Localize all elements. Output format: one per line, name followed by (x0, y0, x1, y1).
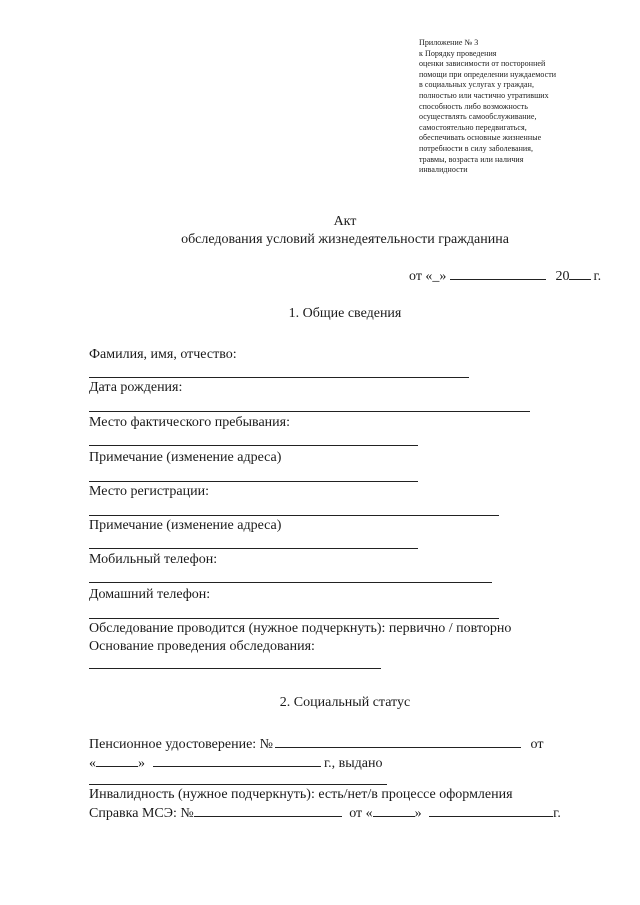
field-note-address-2-label: Примечание (изменение адреса) (89, 518, 282, 533)
document-title: Акт (333, 214, 357, 229)
appendix-line: инвалидности (419, 165, 468, 175)
field-registration-label: Место регистрации: (89, 484, 210, 499)
field-full-name-label: Фамилия, имя, отчество: (89, 347, 237, 362)
field-home-phone-label: Домашний телефон: (89, 587, 211, 602)
mse-from-label: от « (349, 806, 373, 821)
appendix-line: способность либо возможность (419, 101, 528, 111)
appendix-line: Приложение № 3 (419, 38, 479, 47)
field-birth-date-label: Дата рождения: (89, 380, 183, 395)
pension-number-blank[interactable] (275, 735, 521, 748)
pension-certificate-row (89, 735, 543, 753)
appendix-line: обеспечивать основные жизненные (419, 133, 542, 143)
mse-suffix: г. (553, 806, 561, 821)
field-actual-residence-label: Место фактического пребывания: (89, 415, 290, 430)
appendix-line: полностью или частично утративших (419, 90, 549, 100)
issued-by-line[interactable] (89, 784, 387, 785)
field-mobile-phone-label: Мобильный телефон: (89, 552, 218, 567)
mse-day-blank[interactable] (373, 804, 415, 817)
appendix-note (419, 38, 619, 176)
issued-month-year-blank[interactable] (153, 754, 321, 767)
issued-day-blank[interactable] (96, 754, 138, 767)
field-note-address-1-label: Примечание (изменение адреса) (89, 450, 282, 465)
full-name-line[interactable] (89, 377, 469, 378)
document-subtitle: обследования условий жизнедеятельности гражданина (181, 232, 509, 247)
quote-open: « (89, 756, 96, 771)
appendix-line: потребности в силу заболевания, (419, 143, 534, 153)
section-1-heading: 1. Общие сведения (288, 306, 402, 321)
section-2-heading: 2. Социальный статус (279, 695, 411, 710)
date-suffix: г. (593, 269, 602, 284)
pension-label: Пенсионное удостоверение: № (89, 737, 274, 752)
field-survey-basis-label: Основание проведения обследования: (89, 639, 315, 654)
registration-line[interactable] (89, 515, 499, 516)
appendix-line: осуществлять самообслуживание, (419, 112, 537, 122)
date-prefix: от «_» (409, 269, 447, 284)
year-blank[interactable] (569, 267, 591, 280)
pension-from-label: от (530, 737, 544, 752)
quote-close: » (414, 806, 422, 821)
appendix-line: травмы, возраста или наличия (419, 154, 524, 164)
survey-basis-line[interactable] (89, 668, 381, 669)
month-blank[interactable] (450, 267, 546, 280)
pension-issued-row (89, 754, 383, 772)
note-address-2-line[interactable] (89, 548, 418, 549)
mse-month-year-blank[interactable] (429, 804, 553, 817)
appendix-line: помощи при определении нуждаемости (419, 69, 557, 79)
disability-status: Инвалидность (нужное подчеркнуть): есть/нет/в процессе оформления (89, 787, 513, 802)
appendix-line: самостоятельно передвигаться, (419, 122, 527, 132)
appendix-line: к Порядку проведения (419, 48, 497, 58)
birth-date-line[interactable] (89, 411, 530, 412)
note-address-1-line[interactable] (89, 481, 418, 482)
field-survey-type-label: Обследование проводится (нужное подчеркнуть): первично / повторно (89, 621, 512, 636)
home-phone-line[interactable] (89, 618, 499, 619)
mse-certificate-row (89, 804, 561, 822)
mobile-phone-line[interactable] (89, 582, 492, 583)
issued-suffix: г., выдано (324, 756, 383, 771)
appendix-line: оценки зависимости от посторонней (419, 59, 546, 69)
year-prefix: 20 (555, 269, 570, 284)
quote-close: » (138, 756, 145, 771)
act-date (409, 267, 601, 285)
appendix-line: в социальных услугах у граждан, (419, 80, 534, 90)
mse-number-blank[interactable] (194, 804, 342, 817)
mse-label: Справка МСЭ: № (89, 806, 194, 821)
actual-residence-line[interactable] (89, 445, 418, 446)
